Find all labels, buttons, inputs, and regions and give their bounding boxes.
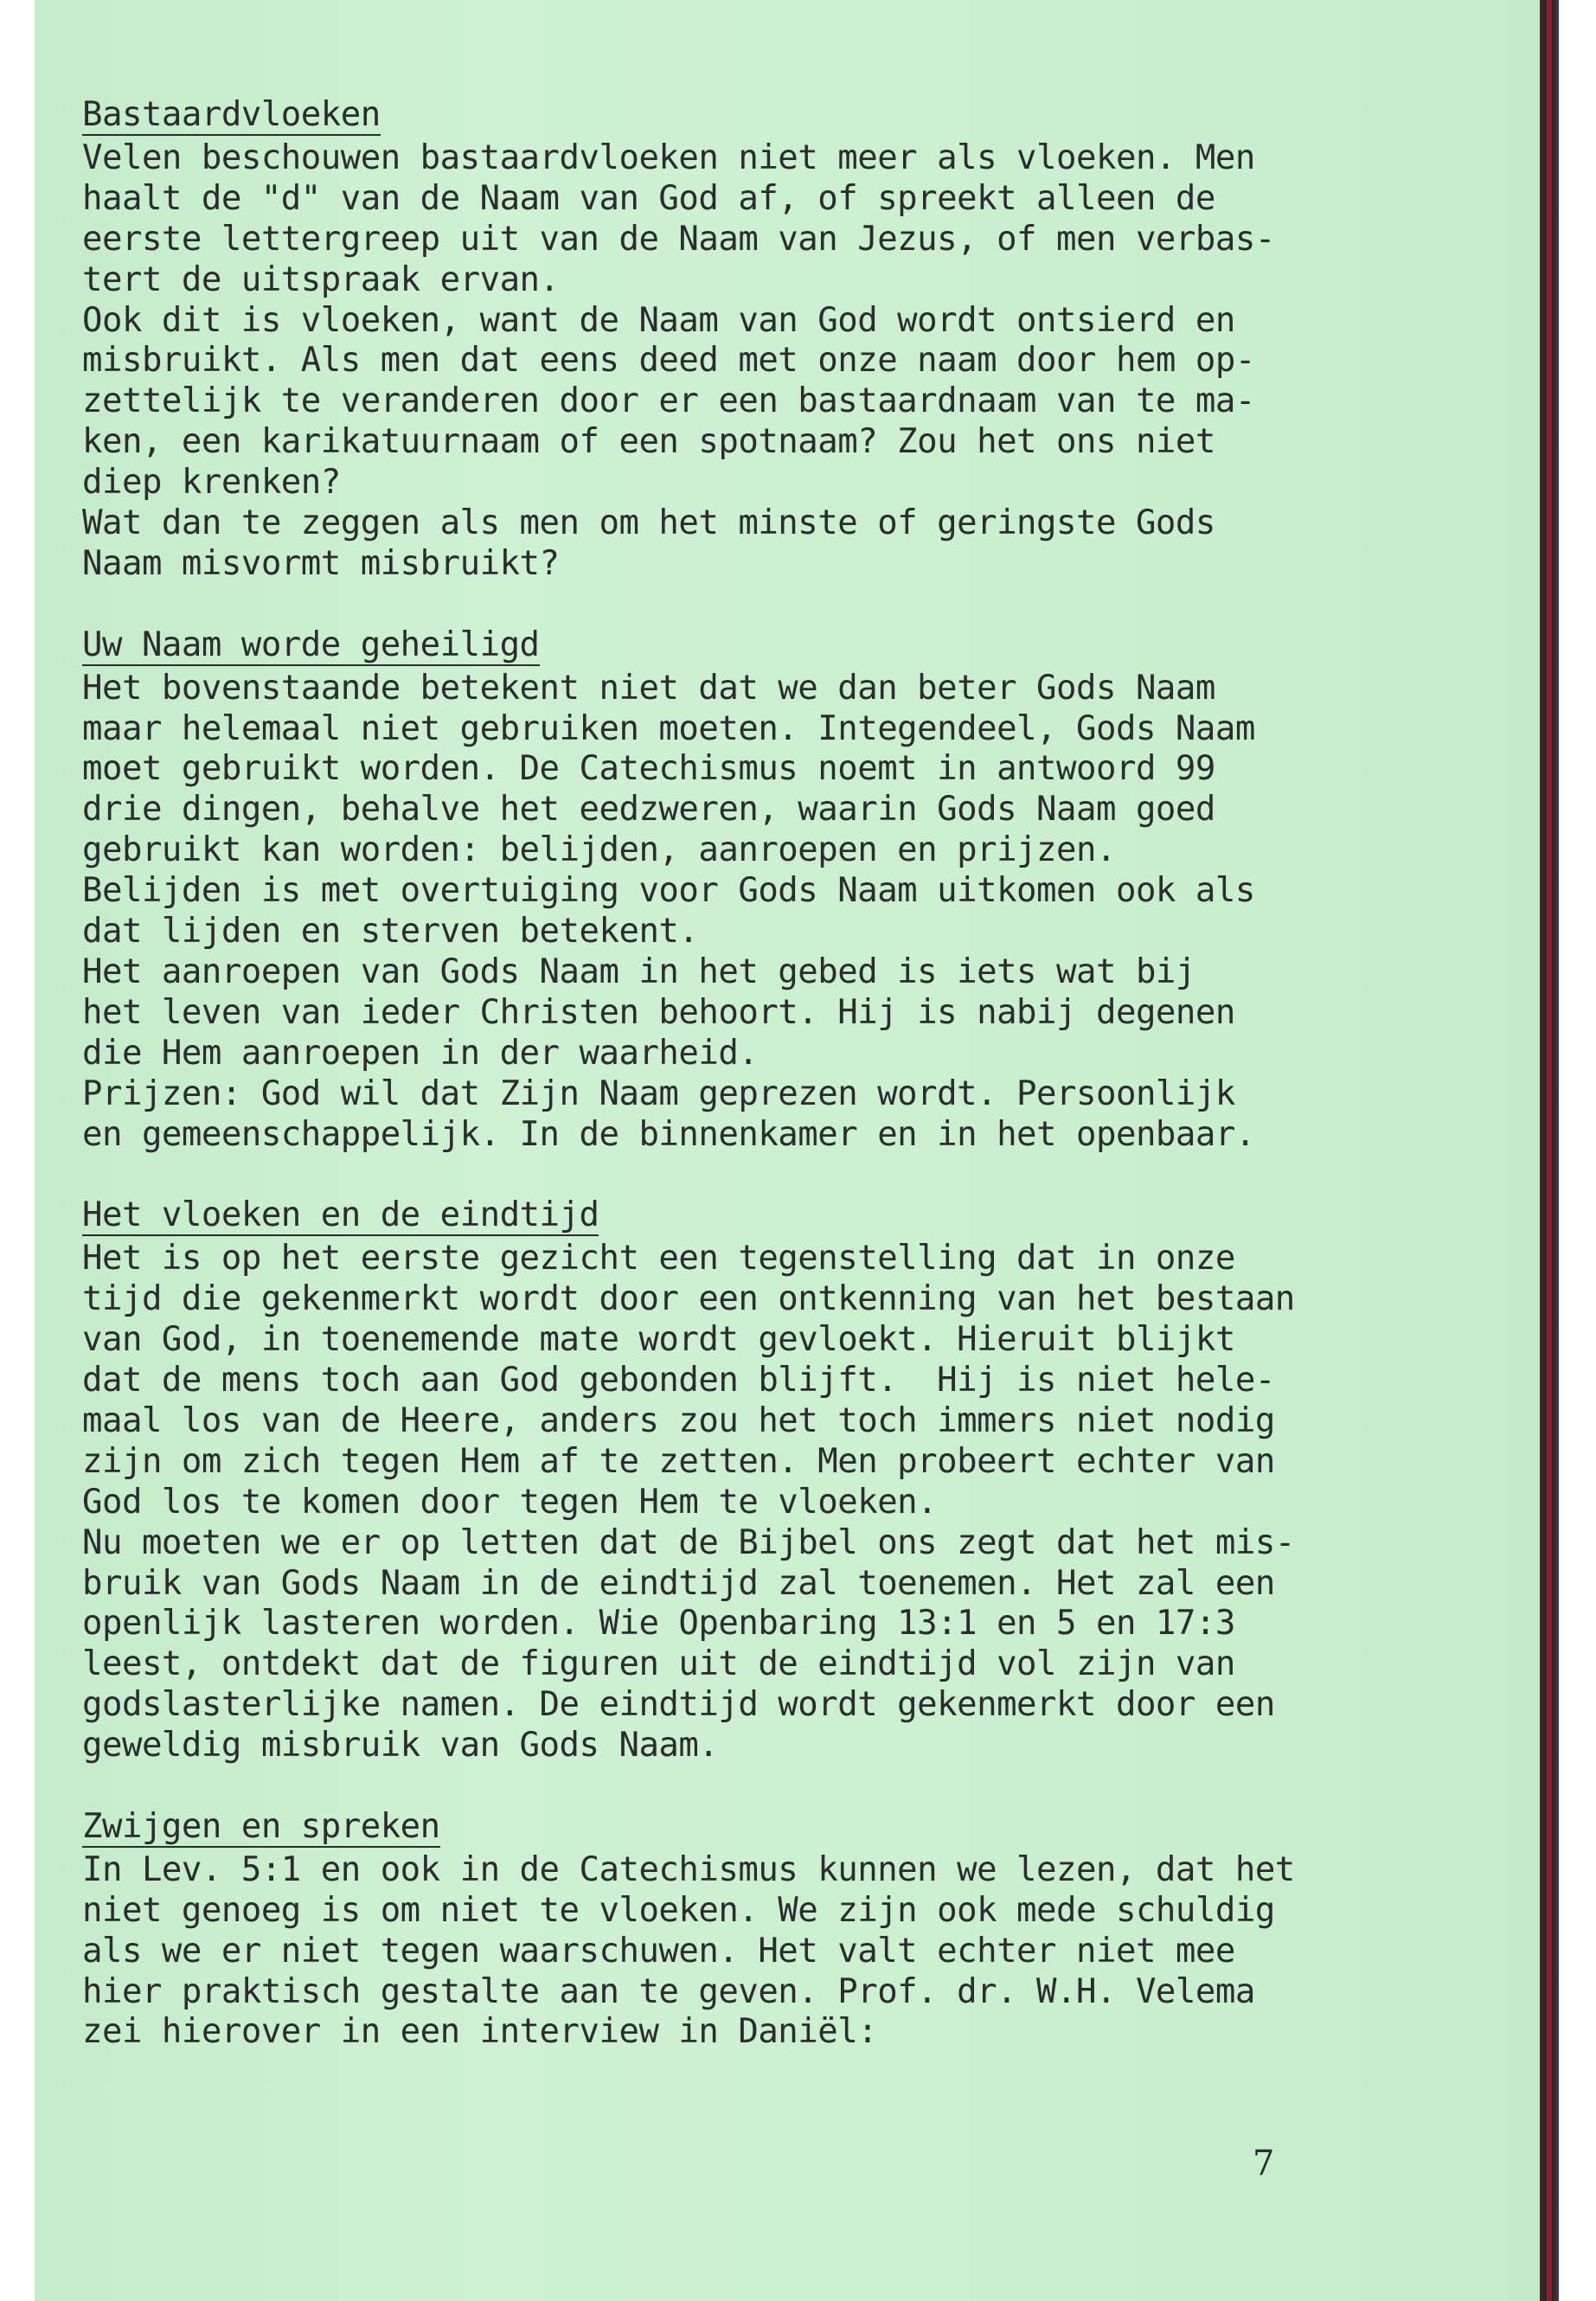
text-line: drie dingen, behalve het eedzweren, waarin Gods Naam goed [82, 790, 1215, 830]
text-line: Belijden is met overtuiging voor Gods Naam uitkomen ook als [82, 871, 1255, 911]
text-line: Velen beschouwen bastaardvloeken niet meer als vloeken. Men [82, 138, 1255, 177]
text-line: misbruikt. Als men dat eens deed met onze naam door hem op- [82, 341, 1255, 381]
section-zwijgen-en-spreken [82, 1807, 1432, 2053]
text-line: het leven van ieder Christen behoort. Hij is nabij degenen [82, 992, 1235, 1032]
text-line: van God, in toenemende mate wordt gevloekt. Hieruit blijkt [82, 1320, 1235, 1360]
text-line: gebruikt kan worden: belijden, aanroepen en prijzen. [82, 830, 1116, 870]
text-line: niet genoeg is om niet te vloeken. We zijn ook mede schuldig [82, 1890, 1275, 1930]
text-line: leest, ontdekt dat de figuren uit de eindtijd vol zijn van [82, 1644, 1235, 1684]
section-het-vloeken-en-de-eindtijd [82, 1195, 1432, 1766]
text-line: Naam misvormt misbruikt? [82, 543, 560, 583]
section-bastaardvloeken [82, 95, 1432, 585]
section-heading: Uw Naam worde geheiligd [82, 625, 540, 664]
text-line: die Hem aanroepen in der waarheid. [82, 1033, 759, 1073]
text-line: Het bovenstaande betekent niet dat we dan beter Gods Naam [82, 668, 1215, 708]
text-line: dat de mens toch aan God gebonden blijft. Hij is niet hele- [82, 1361, 1275, 1400]
text-line: dat lijden en sterven betekent. [82, 912, 699, 952]
text-line: God los te komen door tegen Hem te vloeken. [82, 1482, 938, 1522]
text-line: Prijzen: God wil dat Zijn Naam geprezen wordt. Persoonlijk [82, 1074, 1235, 1113]
text-line: moet gebruikt worden. De Catechismus noemt in antwoord 99 [82, 749, 1215, 789]
text-line: bruik van Gods Naam in de eindtijd zal toenemen. Het zal een [82, 1563, 1275, 1603]
text-line: als we er niet tegen waarschuwen. Het valt echter niet mee [82, 1931, 1235, 1971]
text-line: Het is op het eerste gezicht een tegenstelling dat in onze [82, 1239, 1235, 1279]
text-line: zijn om zich tegen Hem af te zetten. Men probeert echter van [82, 1441, 1275, 1481]
section-uw-naam-worde-geheiligd [82, 625, 1432, 1156]
text-line: tert de uitspraak ervan. [82, 260, 560, 299]
binding-red-stripe [1547, 0, 1552, 2301]
text-line: diep krenken? [82, 463, 341, 503]
text-line: zei hierover in een interview in Daniël: [82, 2012, 878, 2052]
text-line: Ook dit is vloeken, want de Naam van God wordt ontsierd en [82, 300, 1235, 340]
text-line: geweldig misbruik van Gods Naam. [82, 1726, 719, 1766]
text-line: Het aanroepen van Gods Naam in het gebed is iets wat bij [82, 952, 1195, 991]
page-content [82, 95, 1432, 2053]
text-line: tijd die gekenmerkt wordt door een ontkenning van het bestaan [82, 1279, 1295, 1319]
text-line: zettelijk te veranderen door er een bastaardnaam van te ma- [82, 381, 1255, 421]
section-heading: Bastaardvloeken [82, 95, 381, 134]
text-line: maar helemaal niet gebruiken moeten. Integendeel, Gods Naam [82, 708, 1255, 748]
text-line: ken, een karikatuurnaam of een spotnaam? Zou het ons niet [82, 422, 1215, 462]
text-line: godslasterlijke namen. De eindtijd wordt gekenmerkt door een [82, 1685, 1275, 1725]
text-line: eerste lettergreep uit van de Naam van Jezus, of men verbas- [82, 219, 1275, 259]
text-line: In Lev. 5:1 en ook in de Catechismus kunnen we lezen, dat het [82, 1849, 1295, 1889]
text-line: en gemeenschappelijk. In de binnenkamer en in het openbaar. [82, 1114, 1255, 1154]
text-line: openlijk lasteren worden. Wie Openbaring 13:1 en 5 en 17:3 [82, 1604, 1235, 1644]
section-heading: Het vloeken en de eindtijd [82, 1195, 599, 1235]
text-line: maal los van de Heere, anders zou het toch immers niet nodig [82, 1400, 1275, 1440]
text-line: hier praktisch gestalte aan te geven. Prof. dr. W.H. Velema [82, 1971, 1255, 2011]
page-number: 7 [1253, 2144, 1275, 2183]
text-line: Nu moeten we er op letten dat de Bijbel ons zegt dat het mis- [82, 1522, 1295, 1562]
text-line: Wat dan te zeggen als men om het minste of geringste Gods [82, 503, 1215, 543]
section-heading: Zwijgen en spreken [82, 1806, 440, 1846]
text-line: haalt de "d" van de Naam van God af, of spreekt alleen de [82, 178, 1215, 218]
